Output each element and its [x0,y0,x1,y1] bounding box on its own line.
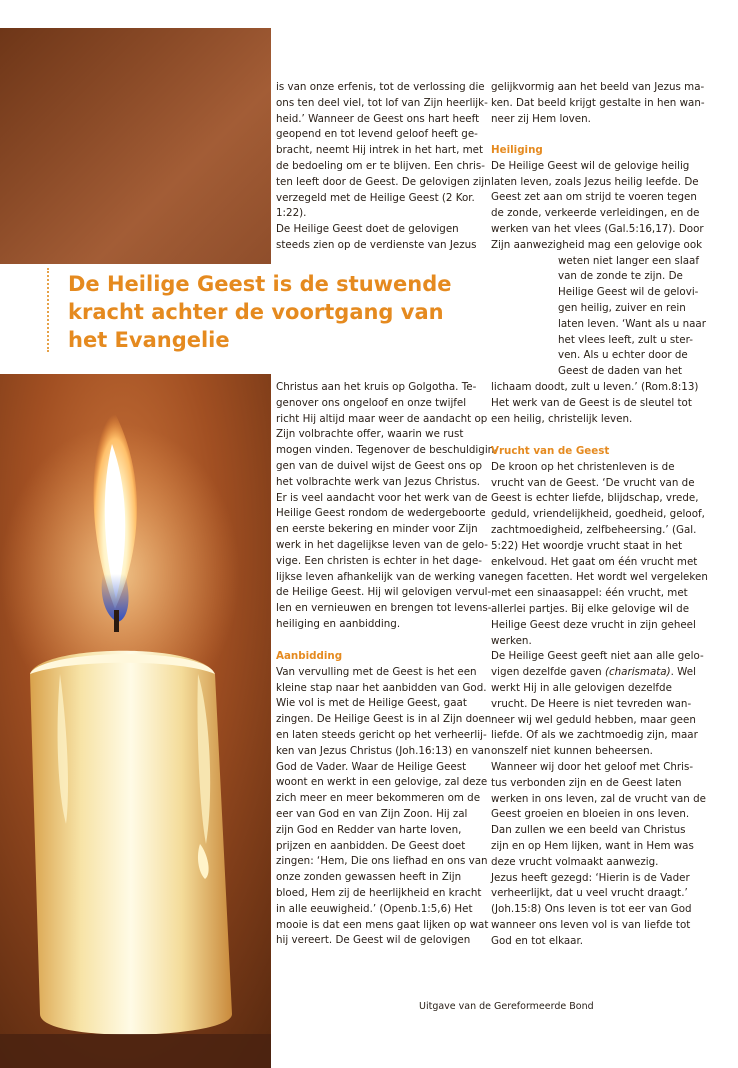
text-line: heid.’ Wanneer de Geest ons hart heeft [276,112,480,125]
text-line: ken. Dat beeld krijgt gestalte in hen wan- [491,96,705,109]
text-line: geopend en tot levend geloof heeft ge- [276,128,478,141]
text-line: werken van het vlees (Gal.5:16,17). Door [491,222,704,235]
text-line: onszelf niet kunnen beheersen. [491,745,653,758]
candle-photo [0,374,271,1068]
text-line: Zijn volbrachte offer, waarin we rust [276,428,464,441]
text-line: zich meer en meer bekommeren om de [276,792,481,805]
text-line: heiliging en aanbidding. [276,617,401,630]
text-line: Heilige Geest wil de gelovi- [558,286,699,299]
text-line: richt Hij altijd maar weer de aandacht op [276,412,488,425]
text-line: het volbrachte werk van Jezus Christus. [276,475,481,488]
footer-publisher: Uitgave van de Gereformeerde Bond [419,1001,594,1012]
text-line: wanneer ons leven vol is van liefde tot [491,918,691,931]
headline: De Heilige Geest is de stuwende kracht achter de voortgang van het Evangelie [68,272,452,352]
text-line: bracht, neemt Hij intrek in het hart, met [276,144,484,157]
column-right-top [491,80,705,143]
text-line: Van vervulling met de Geest is het een [276,665,477,678]
text-line: werk in het dagelijkse leven van de gelo- [276,538,489,551]
text-line: geduld, vriendelijkheid, goedheid, geloof, [491,508,705,521]
text-line: eer van God en van Zijn Zoon. Hij zal [276,807,468,820]
text-line-charismata: vigen dezelfde gaven (charismata). Wel [491,666,696,679]
text-line: steeds zien op de verdienste van Jezus [276,238,477,251]
text-line: neer wij wel geduld hebben, maar geen [491,713,696,726]
text-line: zijn God en Redder van harte loven, [276,823,462,836]
text-line: Jezus heeft gezegd: ‘Hierin is de Vader [491,871,690,884]
text-line: lichaam doodt, zult u leven.’ (Rom.8:13) [491,380,699,393]
text-line: zingen. De Heilige Geest is in al Zijn doen [276,713,492,726]
text-line: allerlei partjes. Bij elke gelovige wil de [491,602,690,615]
column-top-left [276,80,491,254]
text-line: gelijkvormig aan het beeld van Jezus ma- [491,81,705,93]
text-line: neer zij Hem loven. [491,112,591,125]
text-line: ken van Jezus Christus (Joh.16:13) en van [276,744,491,757]
text-line: Heilige Geest deze vrucht in zijn geheel [491,618,696,631]
text-line: de bedoeling om er te blijven. Een chris- [276,159,485,172]
text-line: en laten steeds gericht op het verheerlij- [276,728,487,741]
text-line: in alle eeuwigheid.’ (Openb.1:5,6) Het [276,902,473,915]
text-line: van de zonde te zijn. De [558,270,683,283]
text-line: mooie is dat een mens gaat lijken op wat [276,918,489,931]
text-line: negen facetten. Het wordt wel vergeleken [491,571,708,584]
text-line: Wie vol is met de Heilige Geest, gaat [276,697,467,710]
text-line: gen heilig, zuiver en rein [558,301,686,314]
text-line: De kroon op het christenleven is de [491,460,675,473]
text-line: De Heilige Geest doet de gelovigen [276,223,459,236]
text-line: Geest is echter liefde, blijdschap, vrede, [491,492,699,505]
text-line: Geest de daden van het [558,365,683,378]
section-heiliging [491,143,706,427]
text-line: bloed, Hem zij de heerlijkheid en kracht [276,886,482,899]
text-line: De Heilige Geest wil de gelovige heilig [491,159,690,172]
text-line: Zijn aanwezigheid mag een gelovige ook [491,238,703,251]
text-line: 5:22) Het woordje vrucht staat in het [491,539,683,552]
text-line: prijzen en aanbidden. De Geest doet [276,839,466,852]
text-line: zijn en op Hem lijken, want in Hem was [491,839,694,852]
text-line: zingen: ‘Hem, Die ons liefhad en ons van [276,855,488,868]
text-line: vrucht. De Heere is niet tevreden wan- [491,697,692,710]
text-line: werken in ons leven, zal de vrucht van de [491,792,706,805]
text-line: verzegeld met de Heilige Geest (2 Kor. [276,191,475,204]
headline-dotted-rule [47,268,49,352]
section-heading-heiliging: Heiliging [491,144,543,156]
text-line: vige. Een christen is echter in het dage- [276,554,482,567]
text-line: verheerlijkt, dat u veel vrucht draagt.’ [491,887,688,900]
text-line: Dan zullen we een beeld van Christus [491,824,686,837]
text-line: 1:22). [276,207,307,220]
text-line: Heilige Geest rondom de wedergeboorte [276,507,486,520]
section-aanbidding [276,649,491,949]
text-line: zachtmoedigheid, zelfbeheersing.’ (Gal. [491,523,697,536]
text-line: woont en werkt in een gelovige, zal deze [276,776,488,789]
text-line: Wanneer wij door het geloof met Chris- [491,760,694,773]
text-line: mogen vinden. Tegenover de beschuldigin- [276,444,498,457]
text-line: het vlees leeft, zult u ster- [558,333,693,346]
text-line: kleine stap naar het aanbidden van God. [276,681,487,694]
text-line: de Heilige Geest. Hij wil gelovigen vervul- [276,586,492,599]
section-heading-aanbidding: Aanbidding [276,650,343,662]
text-line: en eerste bekering en minder voor Zijn [276,523,478,536]
column-bottom-left [276,380,498,633]
section-vrucht [491,444,708,950]
text-line: De Heilige Geest geeft niet aan alle gelo- [491,650,704,663]
text-line: deze vrucht volmaakt aanwezig. [491,855,659,868]
text-line: werken. [491,634,532,647]
text-line: Geest groeien en bloeien in ons leven. [491,808,690,821]
text-line: liefde. Of als we zachtmoedig zijn, maar [491,729,698,742]
text-line: onze zonden gewassen heeft in Zijn [276,871,462,884]
text-line: een heilig, christelijk leven. [491,412,633,425]
text-line: laten leven. ‘Want als u naar [558,317,706,330]
text-line: weten niet langer een slaaf [558,254,699,267]
text-line: God de Vader. Waar de Heilige Geest [276,760,467,773]
top-photo-brown [0,28,271,264]
text-line: Christus aan het kruis op Golgotha. Te- [276,381,477,393]
text-line: (Joh.15:8) Ons leven is tot eer van God [491,903,692,916]
text-line: tus verbonden zijn en de Geest laten [491,776,682,789]
text-line: hij vereert. De Geest wil de gelovigen [276,934,471,947]
text-line: lijkse leven afhankelijk van de werking van [276,570,498,583]
text-line: God en tot elkaar. [491,934,584,947]
text-line: enkelvoud. Het gaat om één vrucht met [491,555,698,568]
text-line: is van onze erfenis, tot de verlossing die [276,81,485,93]
text-line: Geest zet aan om strijd te voeren tegen [491,191,697,204]
text-line: ven. Als u echter door de [558,349,688,362]
text-line: de zonde, verkeerde verleidingen, en de [491,207,700,220]
text-line: genover ons ongeloof en onze twijfel [276,396,467,409]
text-line: werkt Hij in alle gelovigen dezelfde [491,681,672,694]
section-heading-vrucht: Vrucht van de Geest [491,445,610,457]
text-line: ten leeft door de Geest. De gelovigen zijn [276,175,491,188]
text-line: gen van de duivel wijst de Geest ons op [276,459,483,472]
text-line: ons ten deel viel, tot lof van Zijn heerlijk- [276,96,488,109]
text-line: Er is veel aandacht voor het werk van de [276,491,488,504]
text-line: laten leven, zoals Jezus heilig leefde. De [491,175,699,188]
text-line: len en vernieuwen en brengen tot levens- [276,602,492,615]
text-line: Het werk van de Geest is de sleutel tot [491,396,692,409]
text-line: met een sinaasappel: één vrucht, met [491,587,688,600]
text-line: vrucht van de Geest. ‘De vrucht van de [491,476,695,489]
